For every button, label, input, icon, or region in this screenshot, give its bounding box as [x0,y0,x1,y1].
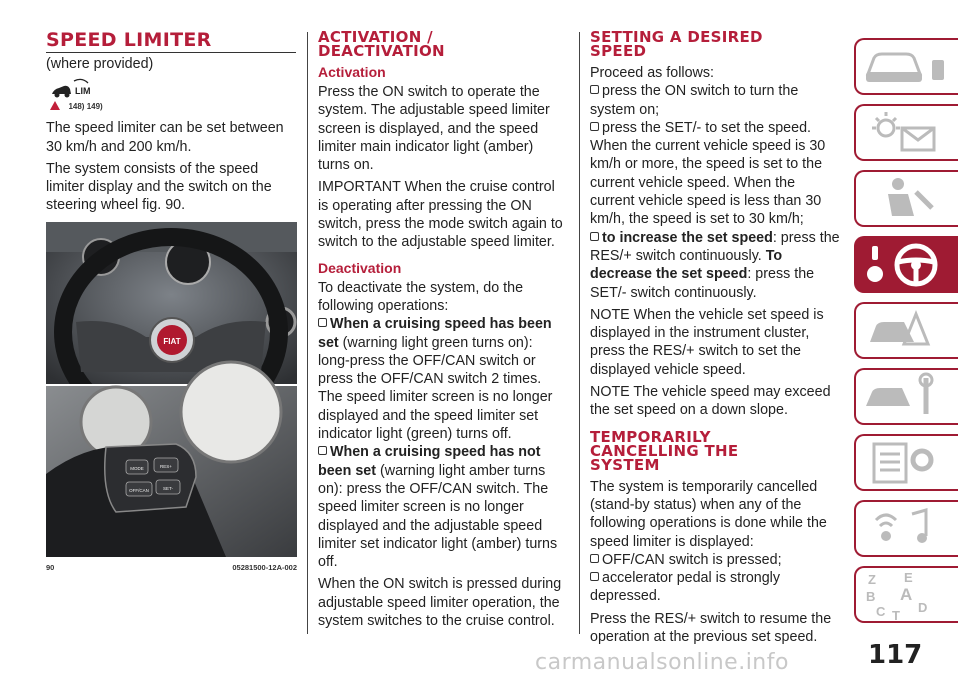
paragraph: The system consists of the speed limiter display and the switch on the steering wheel fig. 90. [46,160,272,214]
where-provided: (where provided) [46,56,154,72]
index-letter: A [900,585,913,604]
title-line: TEMPORARILY [590,427,711,446]
subheading-deactivation: Deactivation [318,259,402,276]
column-divider [579,32,580,634]
bullet-text: : press the RES/+ switch continuously. [590,229,840,264]
tab-technical-data[interactable] [854,434,958,491]
index-letter: E [904,570,913,585]
title-line: DEACTIVATION [318,42,445,60]
bullet-bold: to increase the set speed [602,229,773,246]
bullet-text: : press the SET/- switch continuously. [590,266,815,301]
list-item [318,443,568,571]
title-line: SYSTEM [590,455,660,474]
bullet-bold: When a cruising speed has not been set [318,444,541,479]
column-3 [590,30,840,650]
checkbox-bullet-icon [590,85,599,94]
bullet-text: (warning light amber turns on): press the OFF/CAN switch. The speed limiter screen is no longer displayed and the adjustable speed limiter set indicator light (amber) turns off. [318,462,558,571]
speed-limiter-symbol-icon [50,77,296,99]
title-line: ACTIVATION / [318,28,433,46]
tab-index[interactable] [854,566,958,623]
index-letter: C [876,604,886,619]
index-letter: Z [868,572,876,587]
car-wrench-icon [856,370,956,423]
paragraph: When the ON switch is pressed during adjustable speed limiter operation, the system switches to the cruise control. [318,576,562,630]
warning-references [50,99,296,113]
section-title [590,30,840,58]
seat-belt-icon [856,172,956,225]
watermark: carmanualsonline.info [535,650,789,675]
figure-code: 05281500-12A-002 [232,563,297,572]
bullet-text: OFF/CAN switch is pressed; [602,551,782,568]
car-front-icon [856,40,956,93]
index-letter: B [866,589,876,604]
index-letter: T [892,608,900,621]
car-crash-icon [856,304,956,357]
note: NOTE The vehicle speed may exceed the set speed on a down slope. [590,384,831,419]
figure-steering-wheel [46,222,297,557]
multimedia-icon [856,502,956,555]
checkbox-bullet-icon [590,232,599,241]
bullet-bold: To decrease the set speed [590,247,783,283]
paragraph: Proceed as follows: [590,65,714,81]
warning-triangle-icon [50,101,60,110]
column-2 [318,30,568,634]
specs-gear-icon [856,436,956,489]
column-1 [46,30,296,219]
paragraph: The system is temporarily cancelled (stand-by status) when any of the following operations is done while the speed limiter is displayed: [590,478,827,550]
tab-multimedia[interactable] [854,500,958,557]
paragraph: The speed limiter can be set between 30 km/h and 200 km/h. [46,120,284,155]
tab-safety[interactable] [854,170,958,227]
tab-maintenance[interactable] [854,368,958,425]
list-item [590,551,840,569]
tab-dashboard[interactable] [854,38,958,95]
tab-starting-driving[interactable] [854,236,958,293]
title-line: SPEED [590,42,647,60]
switch-label-res: RES+ [160,464,172,469]
reference-numbers: 148) 149) [68,102,103,112]
page-number: 117 [868,640,923,670]
column-divider [307,32,308,634]
steering-wheel-key-icon [856,238,956,291]
index-letter: D [918,600,928,615]
bullet-bold: When a cruising speed has been set [318,316,552,351]
alphabet-index-icon [856,568,956,621]
svg-text:LIM: LIM [75,86,90,97]
chapter-tabs [854,38,958,632]
tab-safety-lights[interactable] [854,104,958,161]
subheading-activation: Activation [318,64,386,80]
checkbox-bullet-icon [590,572,599,581]
list-item [318,315,568,443]
section-title [318,30,568,58]
switch-label-mode: MODE [130,466,144,471]
switch-label-set: SET- [162,486,174,491]
title-line: SETTING A DESIRED [590,28,763,46]
checkbox-bullet-icon [318,446,327,455]
list-item [590,119,840,229]
checkbox-bullet-icon [590,554,599,563]
bullet-text: (warning light green turns on): long-press the OFF/CAN switch or press the OFF/CAN switch 2 times. The speed limiter screen is no longer displayed and the speed limiter set indicator light (green) turns off. [318,334,553,443]
figure-number: 90 [46,563,55,572]
warning-light-envelope-icon [856,106,956,159]
paragraph: To deactivate the system, do the following operations: [318,279,524,314]
section-title [590,427,840,474]
tab-emergency[interactable] [854,302,958,359]
title-line: CANCELLING THE [590,441,739,460]
bullet-text: press the ON switch to turn the system on; [590,83,799,118]
note: NOTE When the vehicle set speed is displayed in the instrument cluster, press the RES/+ switch to set the displayed vehicle speed. [590,306,824,378]
checkbox-bullet-icon [590,122,599,131]
bullet-text: press the SET/- to set the speed. When the current vehicle speed is 30 km/h or more, the speed is set to the current vehicle speed. When the current vehicle speed is less than 30 km/h, the speed is set to 30 km/h; [590,119,826,228]
fiat-badge: FIAT [163,337,181,346]
paragraph: IMPORTANT When the cruise control is operating after pressing the ON switch, press the mode switch again to switch to the adjustable speed limiter. [318,179,563,251]
list-item [590,569,840,606]
switch-label-offcan: OFF/CAN [129,488,149,493]
list-item [590,229,840,302]
bullet-text: accelerator pedal is strongly depressed. [590,570,781,605]
list-item [590,82,840,119]
paragraph: Press the ON switch to operate the system. The adjustable speed limiter screen is displayed, and the speed limiter main indicator light (amber) turns on. [318,84,550,174]
checkbox-bullet-icon [318,318,327,327]
section-title: SPEED LIMITER [46,30,296,53]
figure-caption [46,563,297,572]
paragraph: Press the RES/+ switch to resume the operation at the previous set speed. [590,610,832,646]
